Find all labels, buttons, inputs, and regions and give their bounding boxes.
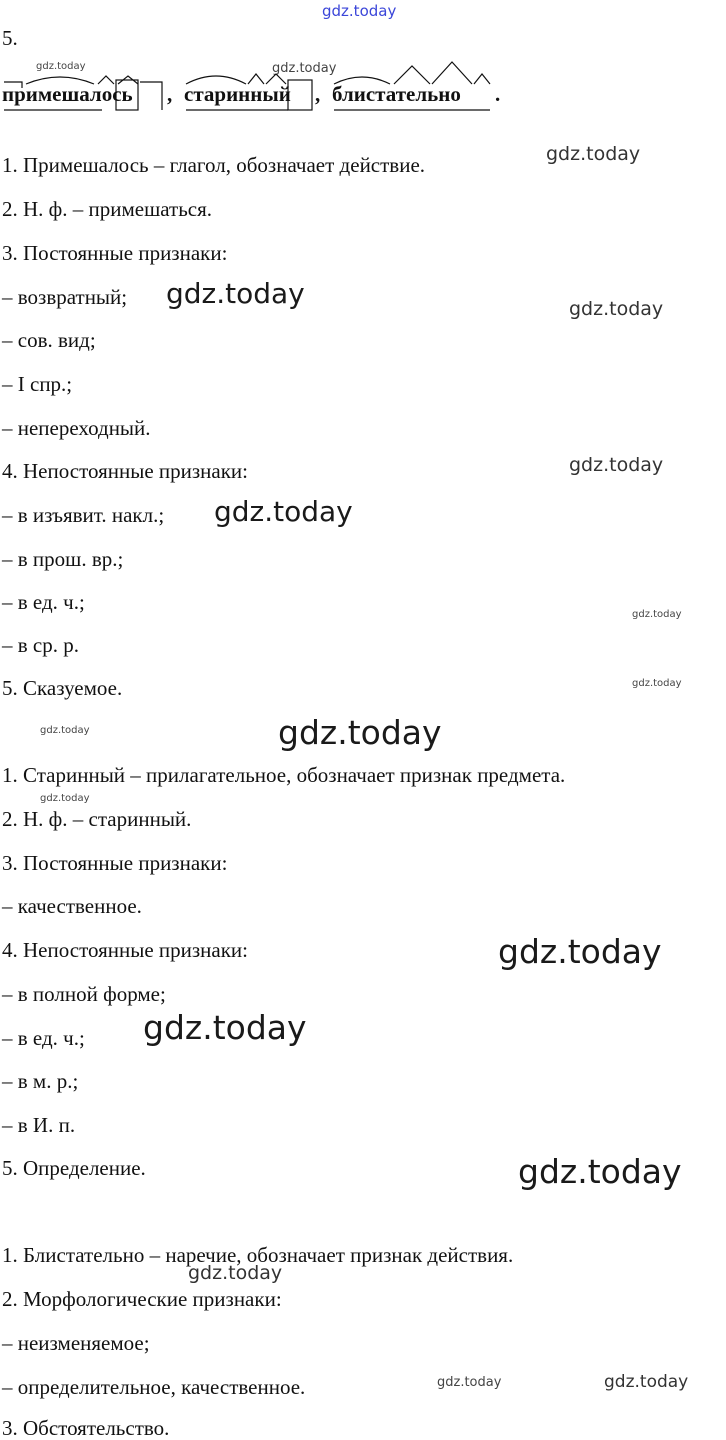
s3-line-2: 2. Морфологические признаки: (2, 1287, 282, 1311)
s2-line-10: 5. Определение. (2, 1156, 146, 1180)
suffix-mark (432, 62, 472, 84)
s1-line-1: 1. Примешалось – глагол, обозначает действие. (2, 153, 426, 177)
suffix-mark (394, 66, 430, 84)
ending-box (288, 80, 312, 110)
s1-line-7: – непереходный. (2, 416, 151, 440)
watermark: gdz.today (569, 454, 664, 476)
s1-line-10: – в прош. вр.; (2, 547, 124, 571)
word-starinny: старинный (184, 82, 291, 106)
s1-line-5: – сов. вид; (2, 328, 96, 352)
watermark: gdz.today (272, 61, 337, 76)
suffix-mark (248, 74, 264, 84)
s2-line-6: – в полной форме; (2, 982, 166, 1006)
period: . (495, 82, 501, 106)
comma: , (167, 82, 173, 106)
s3-line-3: – неизменяемое; (2, 1331, 150, 1355)
watermark-top: gdz.today (322, 2, 397, 20)
watermark: gdz.today (40, 725, 90, 736)
suffix-mark (266, 74, 286, 84)
s1-line-8: 4. Непостоянные признаки: (2, 459, 248, 483)
s2-line-5: 4. Непостоянные признаки: (2, 938, 248, 962)
s3-line-1: 1. Блистательно – наречие, обозначает признак действия. (2, 1243, 514, 1267)
prefix-mark (4, 82, 22, 88)
s1-line-2: 2. Н. ф. – примешаться. (2, 197, 213, 221)
watermark: gdz.today (437, 1375, 502, 1390)
s3-line-5: 3. Обстоятельство. (2, 1416, 170, 1440)
comma: , (315, 82, 321, 106)
s1-line-6: – I спр.; (2, 372, 73, 396)
morpheme-marks (2, 76, 522, 116)
s1-line-13: 5. Сказуемое. (2, 676, 123, 700)
s2-line-7: – в ед. ч.; (2, 1026, 85, 1050)
root-arc (26, 77, 94, 84)
s2-line-8: – в м. р.; (2, 1069, 79, 1093)
watermark: gdz.today (569, 298, 664, 320)
root-arc (334, 77, 390, 84)
watermark: gdz.today (36, 61, 86, 72)
watermark: gdz.today (632, 609, 682, 620)
s2-line-3: 3. Постоянные признаки: (2, 851, 228, 875)
s1-line-4: – возвратный; (2, 285, 128, 309)
s3-line-4: – определительное, качественное. (2, 1375, 306, 1399)
suffix-mark (98, 76, 114, 84)
watermark: gdz.today (166, 277, 305, 310)
watermark: gdz.today (214, 495, 353, 528)
s1-line-9: – в изъявит. накл.; (2, 503, 165, 527)
s2-line-1: 1. Старинный – прилагательное, обозначает признак предмета. (2, 763, 566, 787)
task-number: 5. (2, 26, 18, 50)
word-blistatelno: блистательно (332, 82, 461, 106)
ending-box (116, 80, 138, 110)
watermark: gdz.today (546, 143, 641, 165)
s1-line-11: – в ед. ч.; (2, 590, 85, 614)
watermark: gdz.today (632, 678, 682, 689)
postfix-mark (140, 82, 162, 110)
watermark: gdz.today (604, 1372, 689, 1392)
watermark: gdz.today (40, 793, 90, 804)
s1-line-12: – в ср. р. (2, 633, 79, 657)
suffix-mark (474, 74, 490, 84)
s2-line-9: – в И. п. (2, 1113, 76, 1137)
watermark: gdz.today (188, 1262, 283, 1284)
s1-line-3: 3. Постоянные признаки: (2, 241, 228, 265)
s2-line-4: – качественное. (2, 894, 142, 918)
watermark: gdz.today (278, 713, 442, 752)
root-arc (186, 76, 246, 84)
word-primeshalos: примешалось (2, 82, 133, 106)
watermark: gdz.today (143, 1008, 307, 1047)
s2-line-2: 2. Н. ф. – старинный. (2, 807, 192, 831)
watermark: gdz.today (498, 932, 662, 971)
watermark: gdz.today (518, 1152, 682, 1191)
